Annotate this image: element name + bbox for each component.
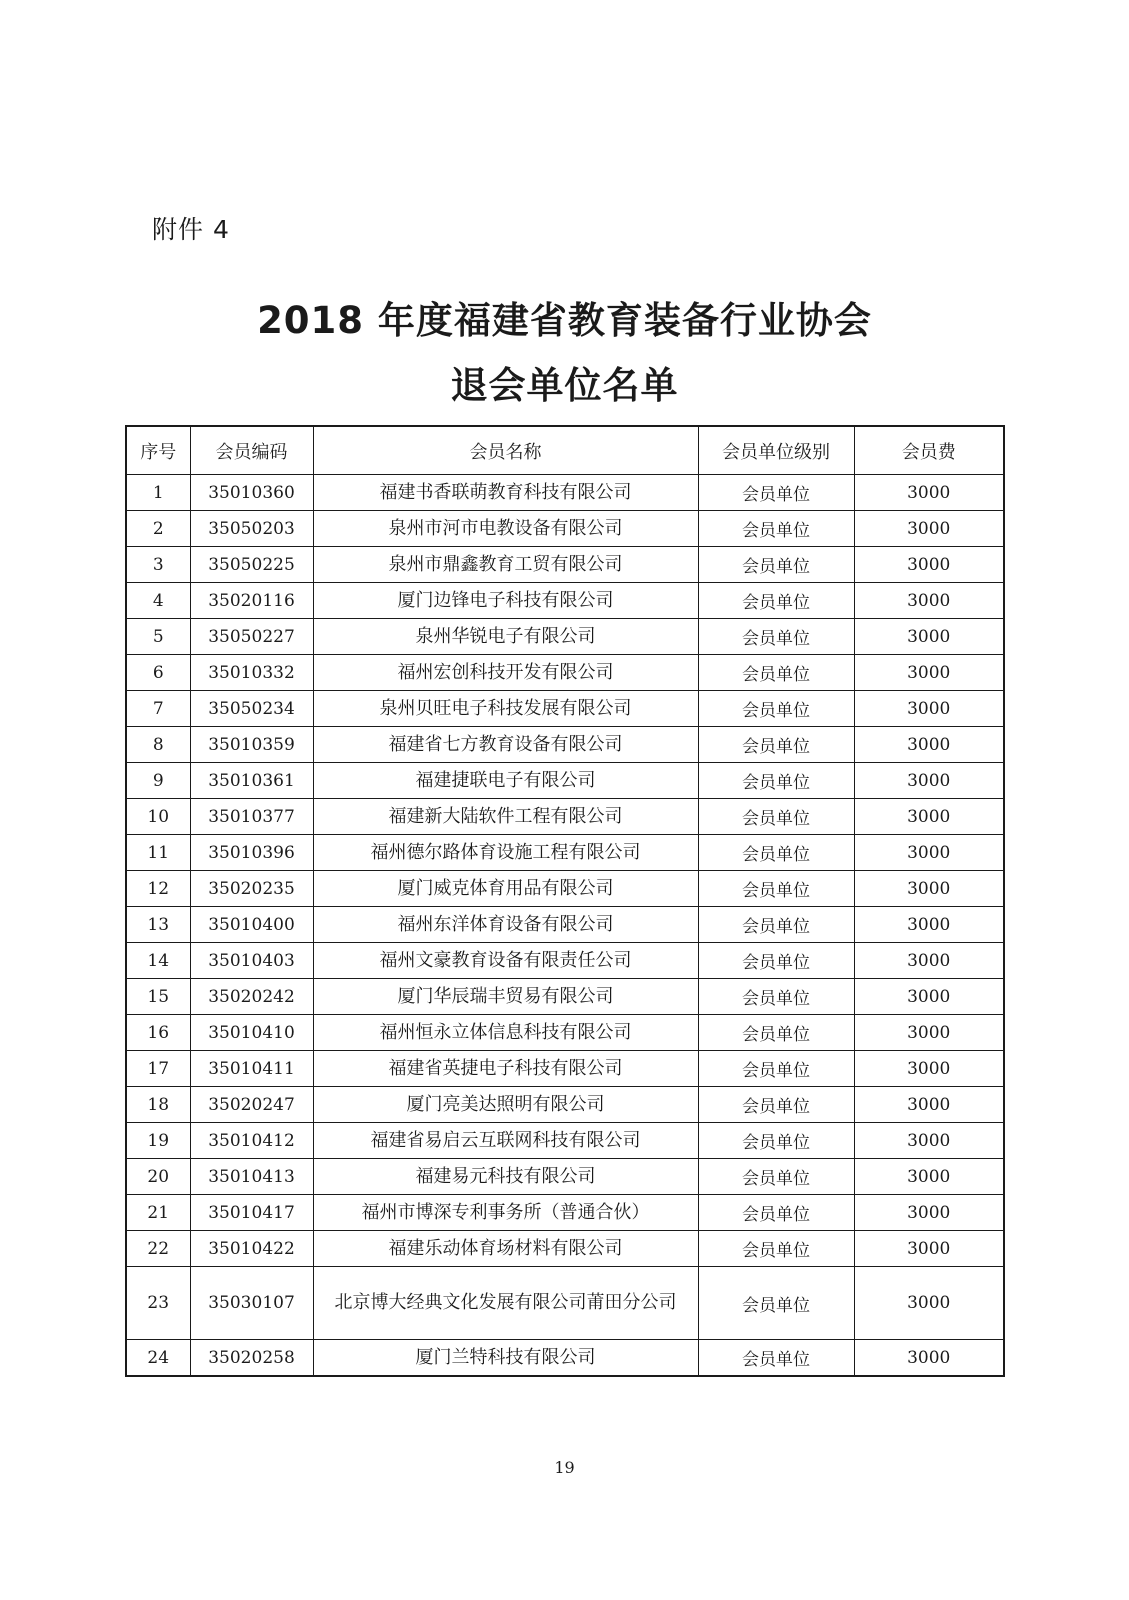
cell-member-fee: 3000 (854, 763, 1004, 799)
cell-index: 2 (126, 511, 190, 547)
cell-member-level: 会员单位 (698, 691, 854, 727)
cell-index: 15 (126, 979, 190, 1015)
cell-index: 12 (126, 871, 190, 907)
cell-member-code: 35020235 (190, 871, 313, 907)
cell-member-fee: 3000 (854, 943, 1004, 979)
cell-member-level: 会员单位 (698, 763, 854, 799)
cell-member-name: 泉州市河市电教设备有限公司 (313, 511, 698, 547)
cell-member-level: 会员单位 (698, 475, 854, 511)
cell-member-fee: 3000 (854, 1087, 1004, 1123)
cell-member-code: 35050225 (190, 547, 313, 583)
cell-member-level: 会员单位 (698, 1340, 854, 1377)
table-row (126, 907, 1004, 943)
cell-index: 18 (126, 1087, 190, 1123)
cell-member-fee: 3000 (854, 619, 1004, 655)
cell-index: 23 (126, 1267, 190, 1340)
cell-member-level: 会员单位 (698, 727, 854, 763)
cell-index: 3 (126, 547, 190, 583)
cell-member-name: 北京博大经典文化发展有限公司莆田分公司 (313, 1267, 698, 1340)
cell-member-code: 35010422 (190, 1231, 313, 1267)
cell-member-name: 厦门兰特科技有限公司 (313, 1340, 698, 1377)
cell-member-code: 35010359 (190, 727, 313, 763)
cell-member-level: 会员单位 (698, 547, 854, 583)
table-row (126, 1015, 1004, 1051)
cell-index: 1 (126, 475, 190, 511)
table-row (126, 835, 1004, 871)
cell-member-fee: 3000 (854, 511, 1004, 547)
cell-member-level: 会员单位 (698, 907, 854, 943)
header-member-level: 会员单位级别 (698, 426, 854, 475)
table-header-row (126, 426, 1004, 475)
cell-index: 19 (126, 1123, 190, 1159)
cell-member-fee: 3000 (854, 727, 1004, 763)
cell-member-name: 厦门亮美达照明有限公司 (313, 1087, 698, 1123)
document-subtitle: 退会单位名单 (450, 364, 679, 407)
table-row (126, 583, 1004, 619)
cell-member-name: 厦门威克体育用品有限公司 (313, 871, 698, 907)
table-row (126, 547, 1004, 583)
cell-index: 7 (126, 691, 190, 727)
cell-index: 22 (126, 1231, 190, 1267)
cell-member-level: 会员单位 (698, 1159, 854, 1195)
cell-member-code: 35010396 (190, 835, 313, 871)
table-row (126, 979, 1004, 1015)
cell-index: 24 (126, 1340, 190, 1377)
table-row (126, 1267, 1004, 1340)
table-row (126, 871, 1004, 907)
cell-member-name: 福建易元科技有限公司 (313, 1159, 698, 1195)
cell-member-level: 会员单位 (698, 799, 854, 835)
cell-member-fee: 3000 (854, 547, 1004, 583)
cell-member-code: 35010360 (190, 475, 313, 511)
cell-member-code: 35010403 (190, 943, 313, 979)
cell-member-name: 福建新大陆软件工程有限公司 (313, 799, 698, 835)
table-row (126, 475, 1004, 511)
cell-member-fee: 3000 (854, 1340, 1004, 1377)
header-member-fee: 会员费 (854, 426, 1004, 475)
cell-member-code: 35020247 (190, 1087, 313, 1123)
cell-member-level: 会员单位 (698, 655, 854, 691)
cell-member-code: 35050234 (190, 691, 313, 727)
cell-member-name: 福建省英捷电子科技有限公司 (313, 1051, 698, 1087)
header-member-code: 会员编码 (190, 426, 313, 475)
cell-member-fee: 3000 (854, 979, 1004, 1015)
cell-member-name: 泉州贝旺电子科技发展有限公司 (313, 691, 698, 727)
cell-member-code: 35020258 (190, 1340, 313, 1377)
cell-member-fee: 3000 (854, 799, 1004, 835)
table-row (126, 1123, 1004, 1159)
cell-member-name: 福建乐动体育场材料有限公司 (313, 1231, 698, 1267)
cell-member-fee: 3000 (854, 1231, 1004, 1267)
cell-member-fee: 3000 (854, 1123, 1004, 1159)
cell-member-fee: 3000 (854, 691, 1004, 727)
table-row (126, 799, 1004, 835)
cell-member-name: 福州文豪教育设备有限责任公司 (313, 943, 698, 979)
table-row (126, 943, 1004, 979)
cell-index: 14 (126, 943, 190, 979)
header-index: 序号 (126, 426, 190, 475)
cell-member-name: 泉州市鼎鑫教育工贸有限公司 (313, 547, 698, 583)
cell-member-level: 会员单位 (698, 619, 854, 655)
cell-member-fee: 3000 (854, 1195, 1004, 1231)
cell-member-level: 会员单位 (698, 979, 854, 1015)
cell-member-code: 35050227 (190, 619, 313, 655)
table-body (126, 475, 1004, 1377)
cell-member-code: 35020116 (190, 583, 313, 619)
cell-index: 20 (126, 1159, 190, 1195)
cell-member-level: 会员单位 (698, 1195, 854, 1231)
cell-member-name: 福州东洋体育设备有限公司 (313, 907, 698, 943)
table-row (126, 655, 1004, 691)
cell-member-level: 会员单位 (698, 871, 854, 907)
cell-member-level: 会员单位 (698, 511, 854, 547)
cell-member-code: 35010410 (190, 1015, 313, 1051)
cell-member-level: 会员单位 (698, 1231, 854, 1267)
table-row (126, 1231, 1004, 1267)
cell-index: 8 (126, 727, 190, 763)
cell-member-name: 福建书香联萌教育科技有限公司 (313, 475, 698, 511)
cell-member-fee: 3000 (854, 1051, 1004, 1087)
table-row (126, 1087, 1004, 1123)
cell-member-code: 35010332 (190, 655, 313, 691)
table-row (126, 1051, 1004, 1087)
cell-index: 10 (126, 799, 190, 835)
cell-member-fee: 3000 (854, 907, 1004, 943)
withdrawn-members-table (125, 425, 1005, 1377)
cell-member-name: 福州市博深专利事务所（普通合伙） (313, 1195, 698, 1231)
cell-member-fee: 3000 (854, 475, 1004, 511)
cell-index: 16 (126, 1015, 190, 1051)
cell-member-name: 泉州华锐电子有限公司 (313, 619, 698, 655)
cell-index: 6 (126, 655, 190, 691)
cell-member-level: 会员单位 (698, 583, 854, 619)
cell-member-fee: 3000 (854, 871, 1004, 907)
cell-member-fee: 3000 (854, 1159, 1004, 1195)
table-row (126, 619, 1004, 655)
cell-index: 13 (126, 907, 190, 943)
cell-member-code: 35020242 (190, 979, 313, 1015)
cell-index: 17 (126, 1051, 190, 1087)
cell-member-name: 福州德尔路体育设施工程有限公司 (313, 835, 698, 871)
table-row (126, 727, 1004, 763)
header-member-name: 会员名称 (313, 426, 698, 475)
cell-member-code: 35010413 (190, 1159, 313, 1195)
cell-member-code: 35050203 (190, 511, 313, 547)
table-row (126, 511, 1004, 547)
table-row (126, 691, 1004, 727)
cell-member-level: 会员单位 (698, 1051, 854, 1087)
cell-member-code: 35010411 (190, 1051, 313, 1087)
cell-member-code: 35010377 (190, 799, 313, 835)
document-title: 2018 年度福建省教育装备行业协会 (257, 299, 872, 342)
cell-member-name: 厦门边锋电子科技有限公司 (313, 583, 698, 619)
cell-member-level: 会员单位 (698, 1123, 854, 1159)
cell-index: 11 (126, 835, 190, 871)
cell-member-name: 福建省易启云互联网科技有限公司 (313, 1123, 698, 1159)
cell-member-fee: 3000 (854, 655, 1004, 691)
cell-member-code: 35010412 (190, 1123, 313, 1159)
cell-member-code: 35010361 (190, 763, 313, 799)
cell-member-name: 福建省七方教育设备有限公司 (313, 727, 698, 763)
cell-member-name: 厦门华辰瑞丰贸易有限公司 (313, 979, 698, 1015)
cell-member-name: 福州恒永立体信息科技有限公司 (313, 1015, 698, 1051)
cell-member-level: 会员单位 (698, 1015, 854, 1051)
cell-member-code: 35010400 (190, 907, 313, 943)
cell-member-fee: 3000 (854, 1015, 1004, 1051)
table-row (126, 1340, 1004, 1377)
table-row (126, 1195, 1004, 1231)
cell-member-level: 会员单位 (698, 1267, 854, 1340)
cell-index: 5 (126, 619, 190, 655)
attachment-label: 附件 4 (152, 215, 230, 244)
table-row (126, 1159, 1004, 1195)
cell-index: 21 (126, 1195, 190, 1231)
cell-index: 9 (126, 763, 190, 799)
page-number: 19 (554, 1458, 575, 1477)
cell-member-name: 福州宏创科技开发有限公司 (313, 655, 698, 691)
cell-member-level: 会员单位 (698, 1087, 854, 1123)
cell-member-name: 福建捷联电子有限公司 (313, 763, 698, 799)
cell-member-fee: 3000 (854, 835, 1004, 871)
cell-member-code: 35030107 (190, 1267, 313, 1340)
table-row (126, 763, 1004, 799)
cell-member-level: 会员单位 (698, 943, 854, 979)
cell-member-fee: 3000 (854, 1267, 1004, 1340)
cell-index: 4 (126, 583, 190, 619)
cell-member-code: 35010417 (190, 1195, 313, 1231)
cell-member-level: 会员单位 (698, 835, 854, 871)
cell-member-fee: 3000 (854, 583, 1004, 619)
